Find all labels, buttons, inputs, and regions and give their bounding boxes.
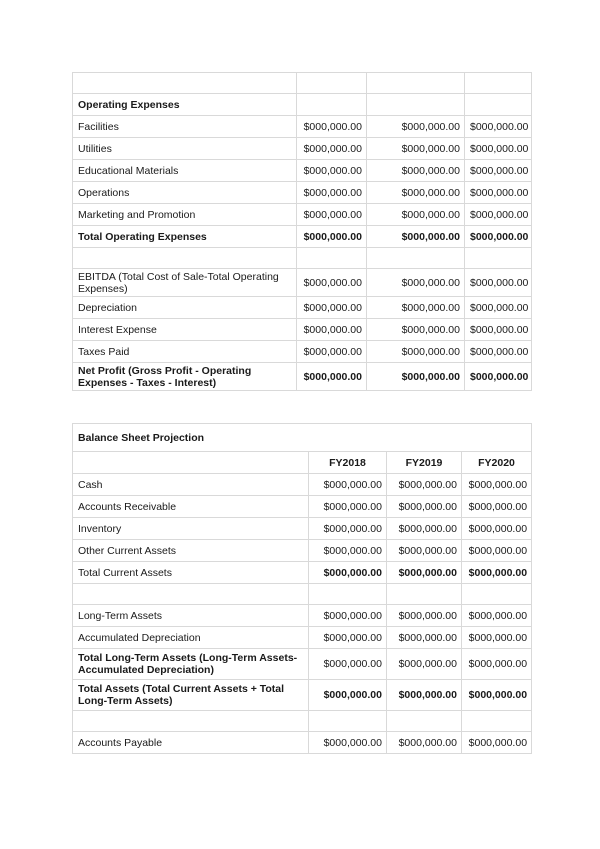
cell-value: $000,000.00	[387, 518, 462, 540]
row-label: EBITDA (Total Cost of Sale-Total Operating Expenses)	[73, 269, 297, 297]
cell-value: $000,000.00	[465, 116, 532, 138]
cell-value: $000,000.00	[465, 319, 532, 341]
cell-value: $000,000.00	[297, 341, 367, 363]
cell-value: $000,000.00	[309, 732, 387, 754]
row-label: Depreciation	[73, 297, 297, 319]
operating-expenses-table	[72, 72, 532, 391]
row-label: Interest Expense	[73, 319, 297, 341]
total-row	[73, 226, 532, 248]
cell-value: $000,000.00	[462, 496, 532, 518]
cell-value: $000,000.00	[462, 518, 532, 540]
cell-value: $000,000.00	[309, 540, 387, 562]
row-label: Utilities	[73, 138, 297, 160]
cell-value: $000,000.00	[387, 540, 462, 562]
cell-value: $000,000.00	[297, 138, 367, 160]
cell-value: $000,000.00	[367, 297, 465, 319]
cell-value: $000,000.00	[367, 204, 465, 226]
row-label: Total Assets (Total Current Assets + Total Long-Term Assets)	[73, 680, 309, 711]
cell-value: $000,000.00	[297, 319, 367, 341]
blank-row	[73, 248, 532, 269]
table-row	[73, 496, 532, 518]
cell-value: $000,000.00	[367, 182, 465, 204]
table-row	[73, 269, 532, 297]
table-row	[73, 518, 532, 540]
cell-value: $000,000.00	[309, 518, 387, 540]
cell-value: $000,000.00	[309, 680, 387, 711]
section-header-row	[73, 94, 532, 116]
table-row	[73, 732, 532, 754]
cell-value: $000,000.00	[465, 297, 532, 319]
cell-value: $000,000.00	[387, 496, 462, 518]
cell-value: $000,000.00	[309, 605, 387, 627]
table-title: Balance Sheet Projection	[73, 424, 532, 452]
cell-value: $000,000.00	[465, 269, 532, 297]
row-label: Operations	[73, 182, 297, 204]
header-row	[73, 452, 532, 474]
row-label: Taxes Paid	[73, 341, 297, 363]
row-label: Accounts Payable	[73, 732, 309, 754]
cell-value: $000,000.00	[462, 540, 532, 562]
total-row	[73, 363, 532, 391]
cell-value: $000,000.00	[465, 182, 532, 204]
table-row	[73, 627, 532, 649]
cell-value: $000,000.00	[367, 138, 465, 160]
cell-value: $000,000.00	[465, 160, 532, 182]
cell-value: $000,000.00	[465, 138, 532, 160]
cell-value: $000,000.00	[309, 474, 387, 496]
cell-value: $000,000.00	[387, 680, 462, 711]
row-label: Accounts Receivable	[73, 496, 309, 518]
cell-value: $000,000.00	[387, 474, 462, 496]
cell-value: $000,000.00	[367, 160, 465, 182]
cell-value: $000,000.00	[297, 297, 367, 319]
cell-value: $000,000.00	[462, 627, 532, 649]
row-label: Total Operating Expenses	[73, 226, 297, 248]
row-label: Marketing and Promotion	[73, 204, 297, 226]
table-row	[73, 160, 532, 182]
total-row	[73, 562, 532, 584]
cell-value: $000,000.00	[462, 474, 532, 496]
cell-value: $000,000.00	[462, 680, 532, 711]
table-row	[73, 182, 532, 204]
row-label: Long-Term Assets	[73, 605, 309, 627]
cell-value: $000,000.00	[367, 319, 465, 341]
table-row	[73, 605, 532, 627]
blank-row	[73, 584, 532, 605]
cell-value: $000,000.00	[297, 269, 367, 297]
table-row	[73, 540, 532, 562]
total-row	[73, 680, 532, 711]
cell-value: $000,000.00	[309, 649, 387, 680]
row-label: Accumulated Depreciation	[73, 627, 309, 649]
balance-sheet-table	[72, 423, 532, 754]
cell-value: $000,000.00	[462, 605, 532, 627]
cell-value: $000,000.00	[387, 605, 462, 627]
cell-value: $000,000.00	[462, 562, 532, 584]
table-title-row	[73, 424, 532, 452]
cell-value: $000,000.00	[297, 204, 367, 226]
row-label: Other Current Assets	[73, 540, 309, 562]
cell-value: $000,000.00	[297, 116, 367, 138]
cell-value: $000,000.00	[387, 562, 462, 584]
cell-value: $000,000.00	[309, 562, 387, 584]
table-row	[73, 474, 532, 496]
cell-value: $000,000.00	[465, 341, 532, 363]
cell-value: $000,000.00	[297, 182, 367, 204]
total-row	[73, 649, 532, 680]
cell-value: $000,000.00	[387, 649, 462, 680]
cell-value: $000,000.00	[367, 341, 465, 363]
row-label: Cash	[73, 474, 309, 496]
cell-value: $000,000.00	[462, 649, 532, 680]
cell-value: $000,000.00	[462, 732, 532, 754]
blank-row	[73, 711, 532, 732]
row-label: Net Profit (Gross Profit - Operating Expenses - Taxes - Interest)	[73, 363, 297, 391]
table-row	[73, 341, 532, 363]
column-header: FY2020	[462, 452, 532, 474]
column-header: FY2018	[309, 452, 387, 474]
cell-value: $000,000.00	[387, 732, 462, 754]
cell-value: $000,000.00	[367, 269, 465, 297]
cell-value: $000,000.00	[309, 496, 387, 518]
row-label: Total Long-Term Assets (Long-Term Assets-Accumulated Depreciation)	[73, 649, 309, 680]
column-header: FY2019	[387, 452, 462, 474]
cell-value: $000,000.00	[367, 363, 465, 391]
cell-value: $000,000.00	[367, 226, 465, 248]
blank-row	[73, 73, 532, 94]
cell-value: $000,000.00	[297, 160, 367, 182]
table-row	[73, 297, 532, 319]
cell-value: $000,000.00	[465, 204, 532, 226]
cell-value: $000,000.00	[387, 627, 462, 649]
cell-value: $000,000.00	[465, 226, 532, 248]
row-label: Educational Materials	[73, 160, 297, 182]
table-row	[73, 319, 532, 341]
cell-value: $000,000.00	[297, 226, 367, 248]
cell-value: $000,000.00	[297, 363, 367, 391]
table-row	[73, 204, 532, 226]
row-label: Total Current Assets	[73, 562, 309, 584]
cell-value: $000,000.00	[465, 363, 532, 391]
table-row	[73, 138, 532, 160]
cell-value: $000,000.00	[367, 116, 465, 138]
row-label: Inventory	[73, 518, 309, 540]
row-label: Facilities	[73, 116, 297, 138]
section-title: Operating Expenses	[73, 94, 297, 116]
table-row	[73, 116, 532, 138]
cell-value: $000,000.00	[309, 627, 387, 649]
